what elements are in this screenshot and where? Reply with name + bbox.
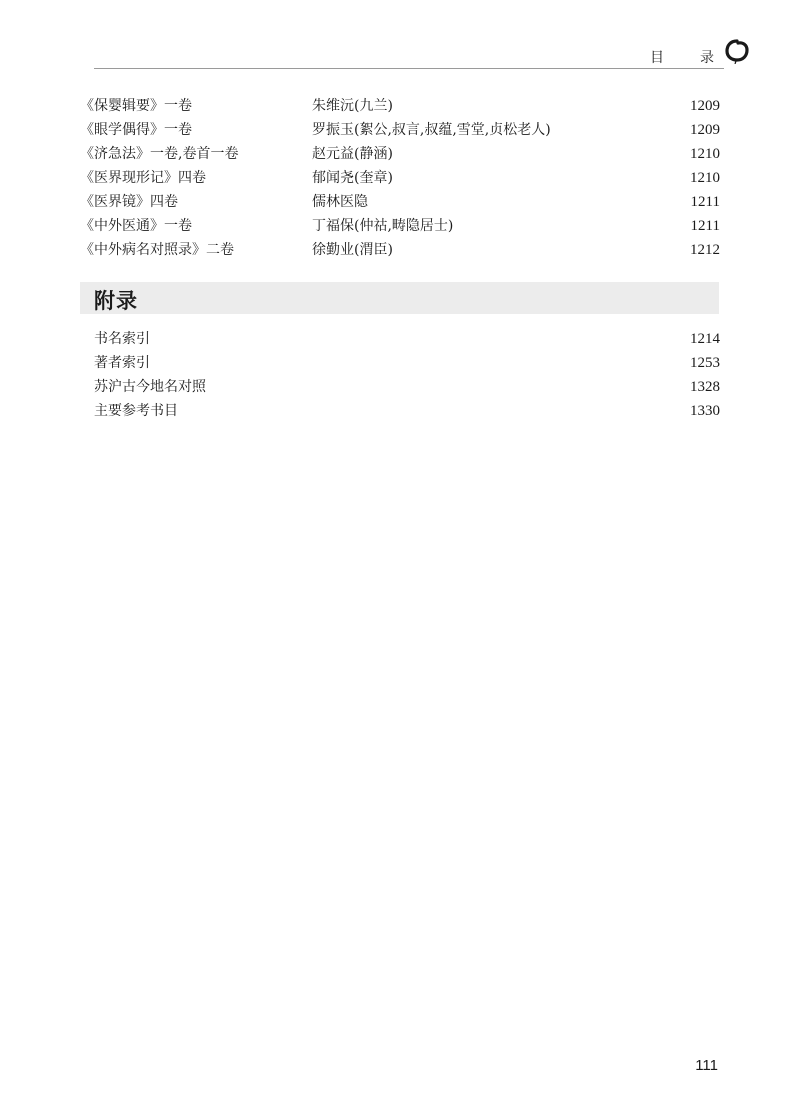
author: 徐勤业(渭臣) [312, 242, 393, 258]
toc-entry[interactable] [80, 192, 720, 216]
author: 儒林医隐 [312, 194, 368, 210]
toc-entry[interactable] [80, 96, 720, 120]
page-ref: 1211 [690, 194, 720, 210]
header-char-1: 目 [650, 50, 664, 66]
running-header [650, 47, 714, 67]
book-title: 《医界现形记》四卷 [80, 170, 206, 186]
appendix-item-label: 著者索引 [94, 355, 150, 371]
appendix-item[interactable] [94, 353, 720, 377]
appendix-item-label: 主要参考书目 [94, 403, 178, 419]
toc-entry[interactable] [80, 120, 720, 144]
author: 赵元益(静涵) [312, 146, 393, 162]
page-ref: 1328 [690, 379, 720, 395]
page-ref: 1211 [690, 218, 720, 234]
appendix-heading-band [80, 282, 719, 314]
toc-entry[interactable] [80, 216, 720, 240]
page-number: 111 [695, 1057, 718, 1074]
header-char-2: 录 [700, 50, 714, 66]
page-ref: 1209 [690, 98, 720, 114]
page-ref: 1253 [690, 355, 720, 371]
toc-entry[interactable] [80, 144, 720, 168]
header-rule [94, 68, 724, 69]
author: 郁闻尧(奎章) [312, 170, 393, 186]
appendix-item[interactable] [94, 329, 720, 353]
page-ref: 1212 [690, 242, 720, 258]
page-ref: 1214 [690, 331, 720, 347]
book-title: 《济急法》一卷,卷首一卷 [80, 146, 239, 162]
appendix-list [94, 329, 720, 425]
appendix-item-label: 苏沪古今地名对照 [94, 379, 206, 395]
page-ref: 1210 [690, 146, 720, 162]
appendix-item[interactable] [94, 377, 720, 401]
appendix-item-label: 书名索引 [94, 331, 150, 347]
author: 丁福保(仲祜,畴隐居士) [312, 218, 454, 234]
page-ref: 1210 [690, 170, 720, 186]
appendix-item[interactable] [94, 401, 720, 425]
book-title: 《眼学偶得》一卷 [80, 122, 192, 138]
book-title: 《中外医通》一卷 [80, 218, 192, 234]
author: 罗振玉(絮公,叔言,叔蕴,雪堂,贞松老人) [312, 122, 551, 138]
book-title: 《保婴辑要》一卷 [80, 98, 192, 114]
book-title: 《医界镜》四卷 [80, 194, 178, 210]
toc-entry[interactable] [80, 240, 720, 264]
page-ref: 1330 [690, 403, 720, 419]
page-ref: 1209 [690, 122, 720, 138]
author: 朱维沅(九兰) [312, 98, 393, 114]
appendix-title: 附录 [94, 289, 138, 313]
brush-circle-icon [724, 38, 750, 64]
toc-entries [80, 96, 720, 264]
toc-entry[interactable] [80, 168, 720, 192]
book-title: 《中外病名对照录》二卷 [80, 242, 234, 258]
